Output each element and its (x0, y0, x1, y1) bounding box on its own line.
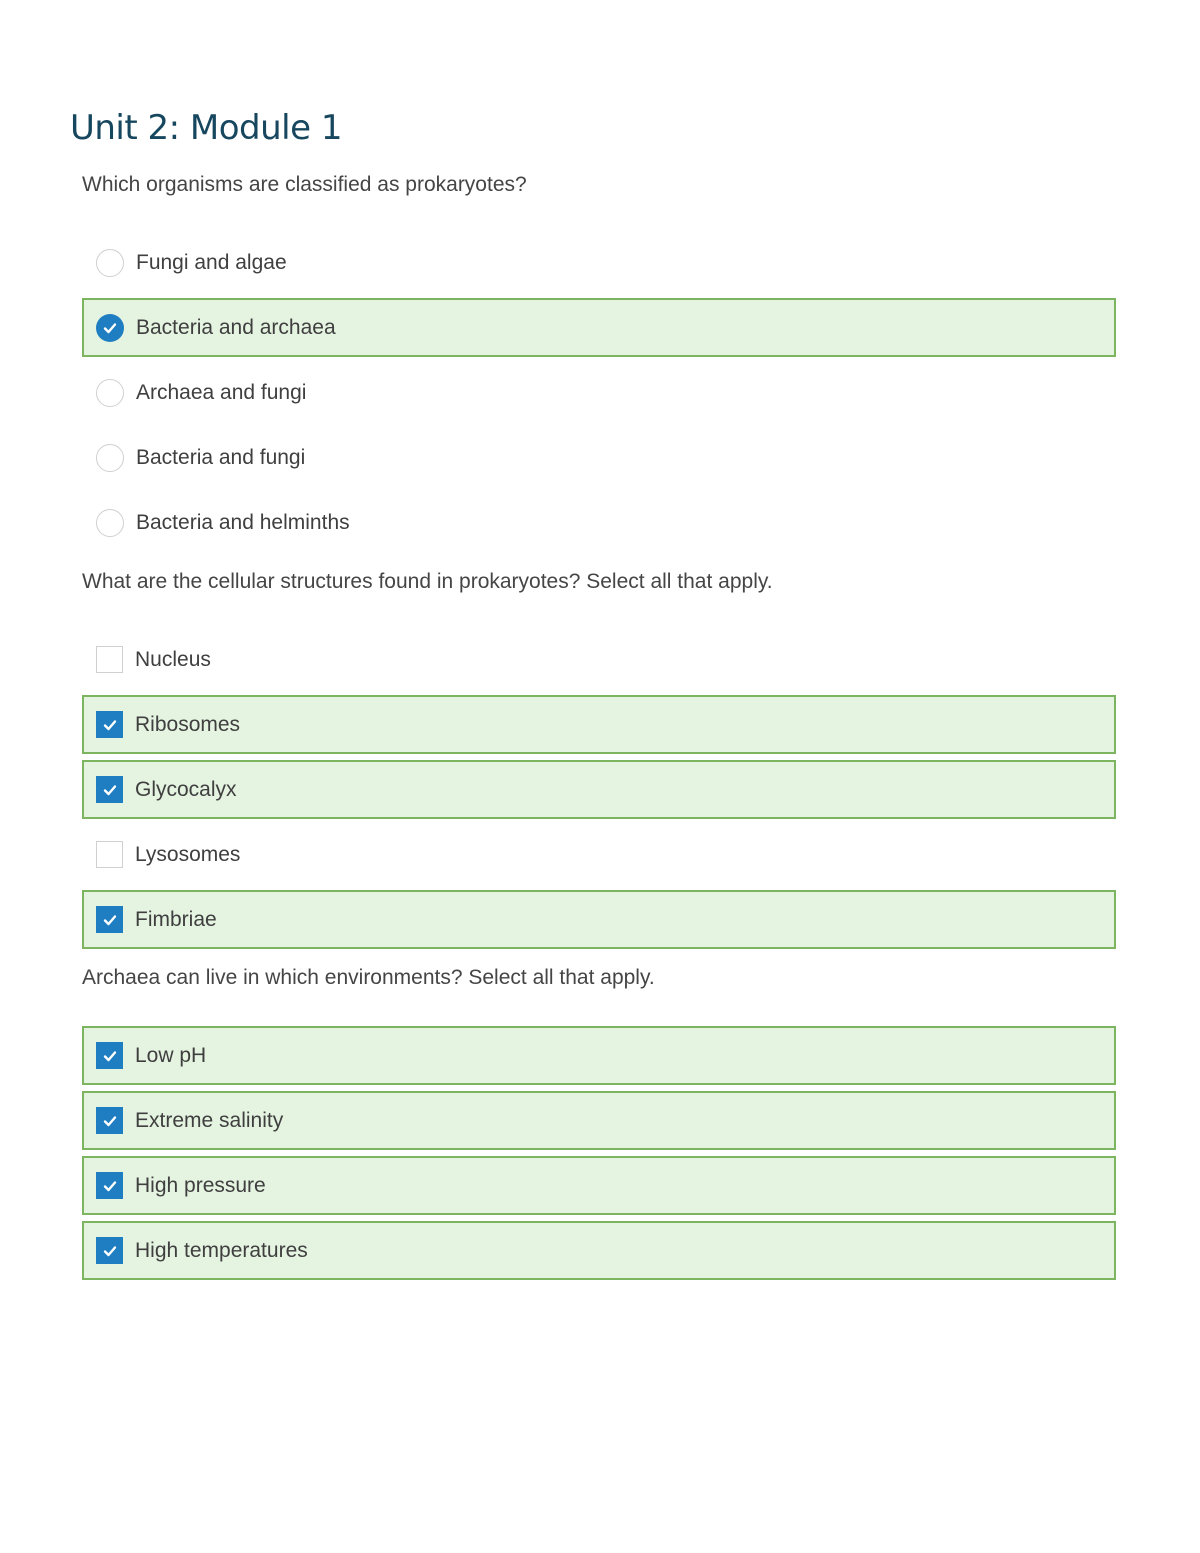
question-text: What are the cellular structures found in prokaryotes? Select all that apply. (82, 570, 773, 593)
checkbox-checked[interactable] (96, 906, 123, 933)
answer-label: High temperatures (135, 1238, 308, 1262)
answer-option[interactable] (82, 493, 1116, 552)
answer-option-selected[interactable] (82, 695, 1116, 754)
answer-options (82, 1026, 1116, 1280)
answer-option-selected[interactable] (82, 1026, 1116, 1085)
answer-option[interactable] (82, 825, 1116, 884)
page-title: Unit 2: Module 1 (70, 108, 342, 148)
answer-option-selected[interactable] (82, 890, 1116, 949)
answer-options (82, 630, 1116, 949)
answer-label: Fimbriae (135, 907, 217, 931)
checkmark-icon (102, 912, 118, 928)
checkmark-icon (102, 1113, 118, 1129)
answer-label: Bacteria and helminths (136, 510, 350, 534)
radio-button[interactable] (96, 509, 124, 537)
question-3 (82, 963, 1116, 1286)
checkbox-checked[interactable] (96, 1237, 123, 1264)
answer-option[interactable] (82, 630, 1116, 689)
answer-option[interactable] (82, 233, 1116, 292)
answer-label: Nucleus (135, 647, 211, 671)
radio-button[interactable] (96, 444, 124, 472)
checkmark-icon (102, 320, 118, 336)
answer-option-selected[interactable] (82, 1156, 1116, 1215)
question-1 (82, 170, 1116, 558)
answer-label: Extreme salinity (135, 1108, 284, 1132)
checkbox-checked[interactable] (96, 1107, 123, 1134)
answer-option-selected[interactable] (82, 298, 1116, 357)
checkbox[interactable] (96, 646, 123, 673)
answer-option-selected[interactable] (82, 1221, 1116, 1280)
checkmark-icon (102, 1178, 118, 1194)
radio-button[interactable] (96, 249, 124, 277)
answer-option[interactable] (82, 428, 1116, 487)
checkbox-checked[interactable] (96, 711, 123, 738)
checkmark-icon (102, 782, 118, 798)
radio-button-checked[interactable] (96, 314, 124, 342)
checkbox-checked[interactable] (96, 1042, 123, 1069)
answer-label: Lysosomes (135, 842, 241, 866)
answer-option[interactable] (82, 363, 1116, 422)
answer-label: Bacteria and fungi (136, 445, 306, 469)
answer-label: Ribosomes (135, 712, 241, 736)
answer-label: High pressure (135, 1173, 266, 1197)
checkbox-checked[interactable] (96, 1172, 123, 1199)
answer-option-selected[interactable] (82, 1091, 1116, 1150)
answer-label: Low pH (135, 1043, 207, 1067)
checkmark-icon (102, 1048, 118, 1064)
question-text: Archaea can live in which environments? Select all that apply. (82, 966, 655, 989)
answer-label: Bacteria and archaea (136, 315, 336, 339)
question-2 (82, 567, 1116, 955)
answer-label: Fungi and algae (136, 250, 287, 274)
question-text: Which organisms are classified as prokaryotes? (82, 173, 527, 196)
checkmark-icon (102, 1243, 118, 1259)
answer-options (82, 233, 1116, 552)
checkbox-checked[interactable] (96, 776, 123, 803)
radio-button[interactable] (96, 379, 124, 407)
answer-label: Glycocalyx (135, 777, 237, 801)
checkmark-icon (102, 717, 118, 733)
checkbox[interactable] (96, 841, 123, 868)
answer-option-selected[interactable] (82, 760, 1116, 819)
answer-label: Archaea and fungi (136, 380, 307, 404)
